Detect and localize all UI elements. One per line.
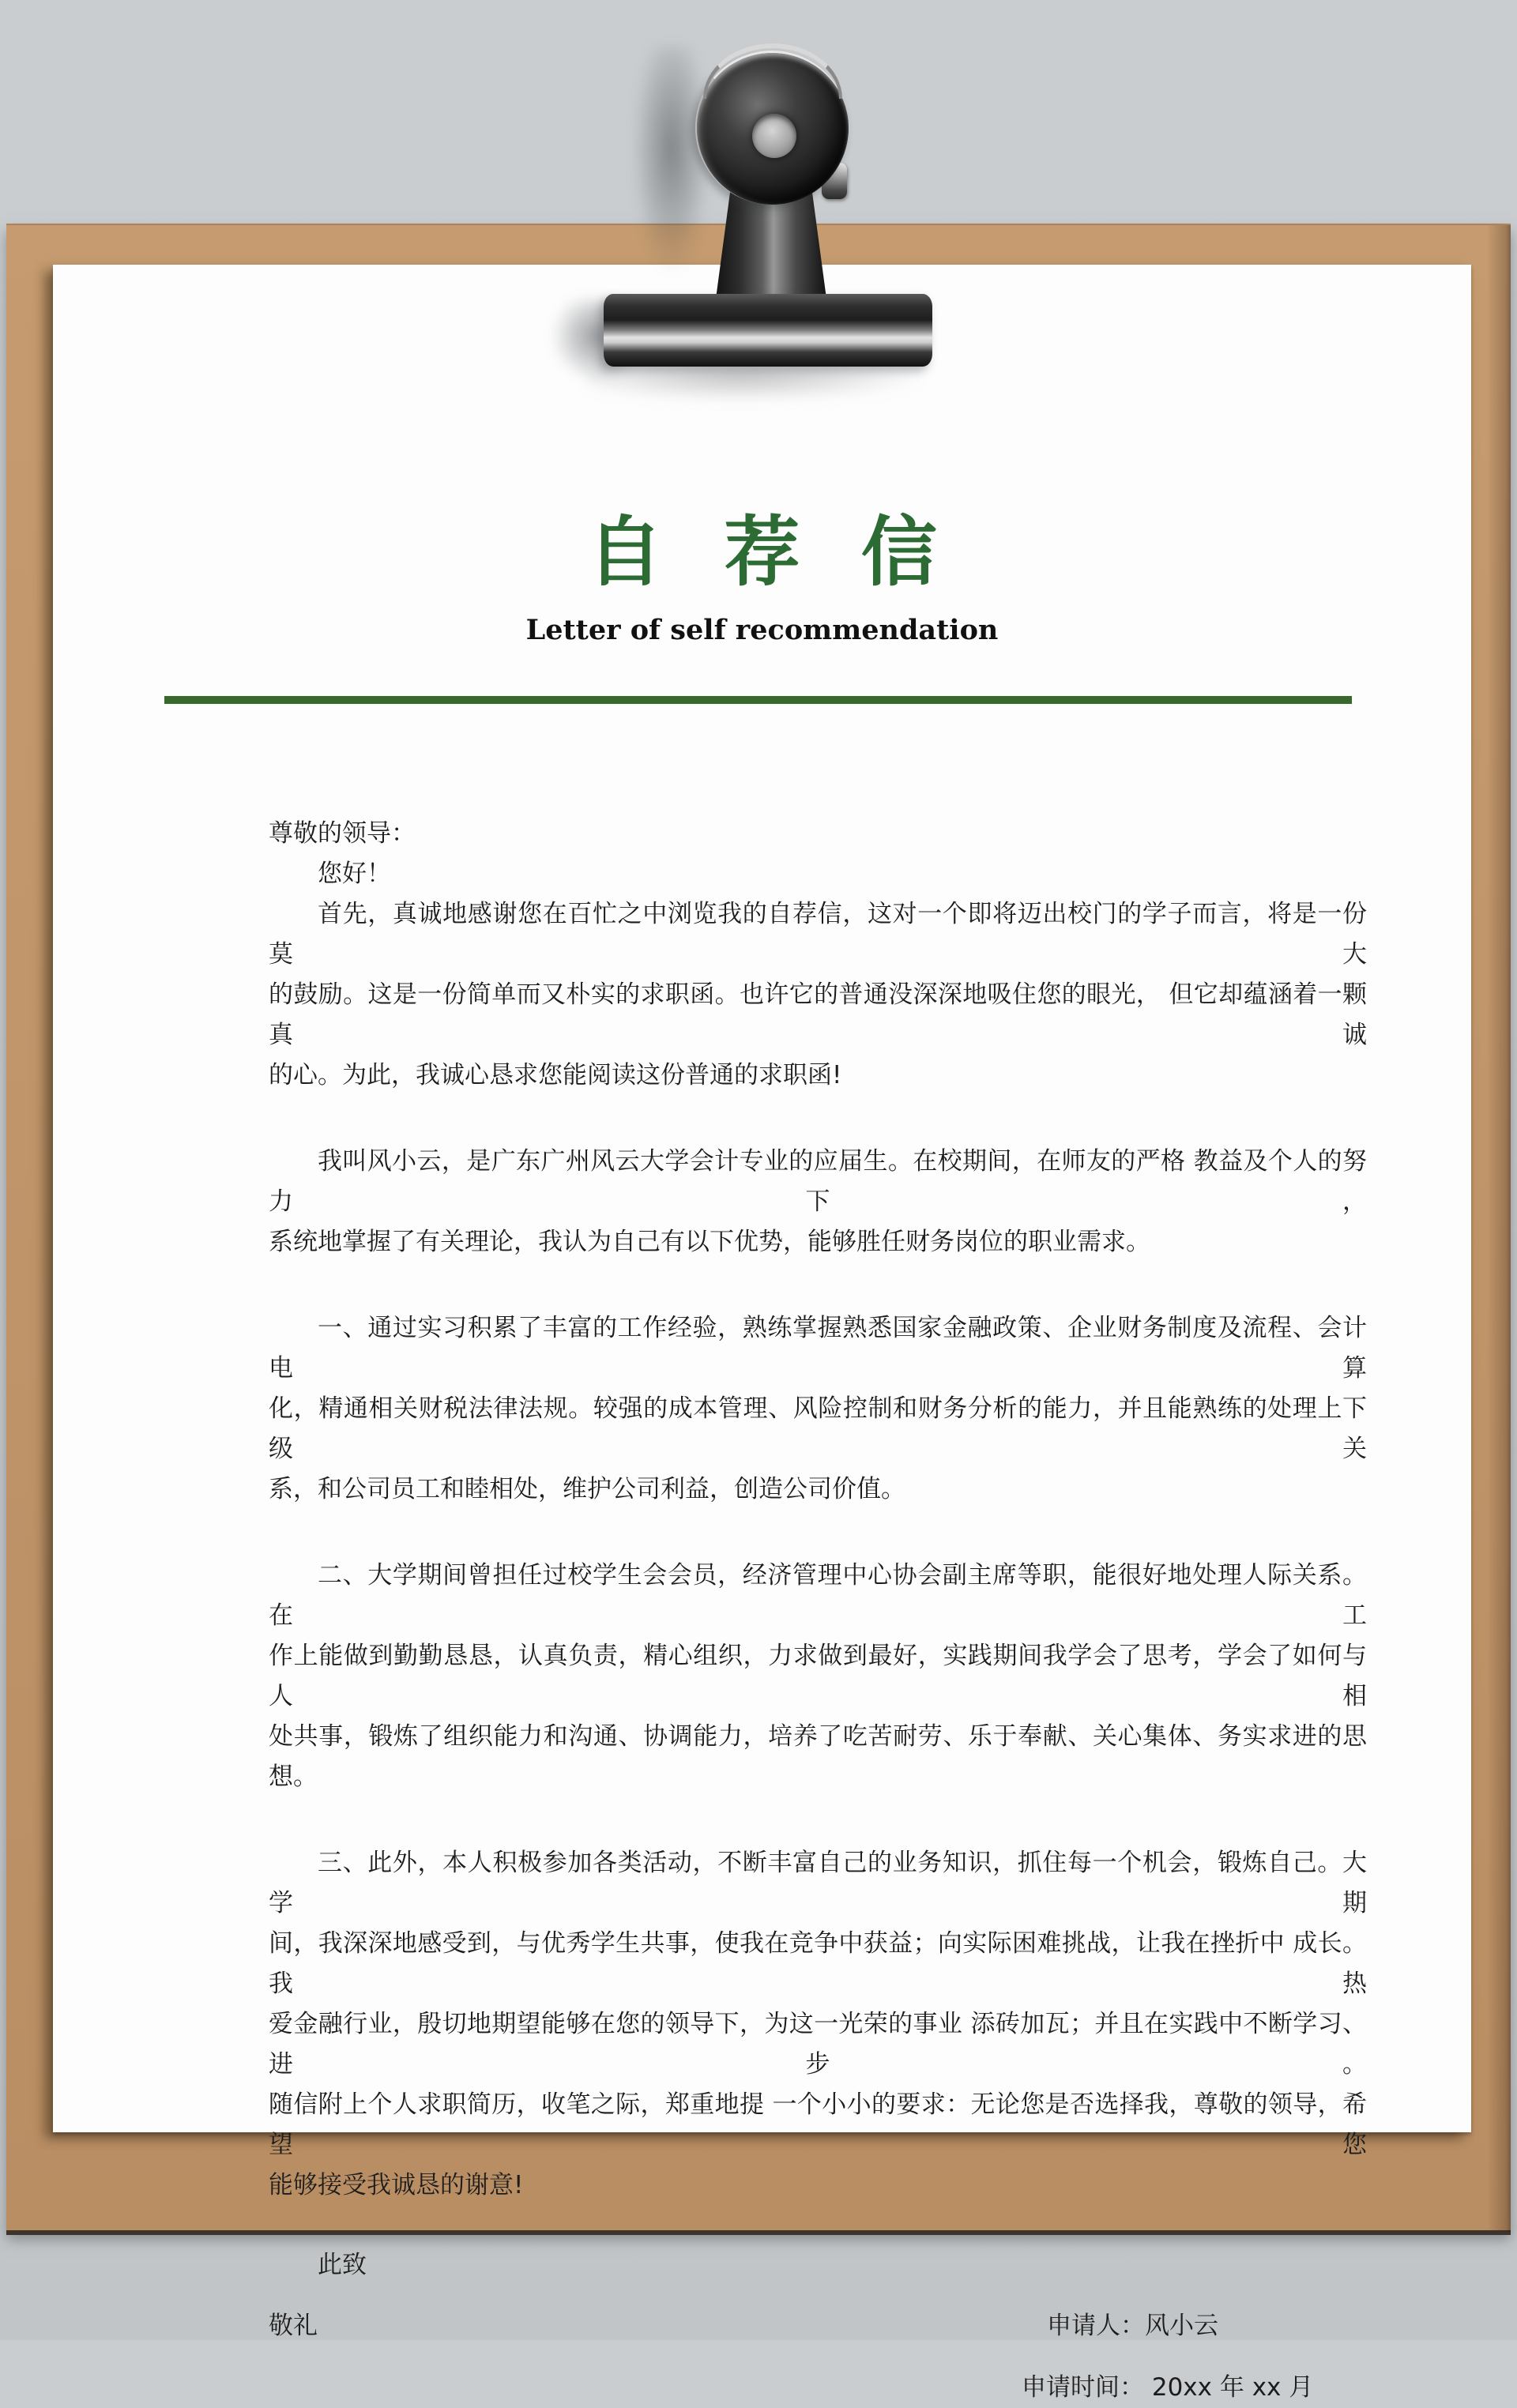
paragraph-point-3: [269, 1843, 1367, 2206]
closing-jingli: 敬礼: [269, 2312, 318, 2340]
clipboard-board: [6, 224, 1511, 2402]
text-line: 系，和公司员工和睦相处，维护公司利益，创造公司价值。: [269, 1475, 905, 1503]
text-line: 我叫风小云，是广东广州风云大学会计专业的应届生。在校期间，在师友的严格 教益及个人的努力下，: [269, 1147, 1367, 1216]
letter-paper: [53, 265, 1471, 2402]
application-date: 申请时间： 20xx 年 xx 月: [1022, 2373, 1314, 2402]
paragraph-self-intro: [269, 1142, 1367, 1262]
page-subtitle: Letter of self recommendation: [525, 614, 999, 646]
text-line: 系统地掌握了有关理论，我认为自己有以下优势，能够胜任财务岗位的职业需求。: [269, 1228, 1150, 1256]
paragraph-point-1: [269, 1308, 1367, 1510]
applicant-name: 申请人：风小云: [1047, 2312, 1218, 2340]
text-line: 首先，真诚地感谢您在百忙之中浏览我的自荐信，这对一个即将迈出校门的学子而言，将是一份莫大: [269, 900, 1367, 969]
closing-cizhi: 此致: [318, 2251, 367, 2279]
greeting-line: 您好！: [318, 860, 391, 888]
clip-knob-shadow: [632, 46, 711, 275]
text-line: 三、此外，本人积极参加各类活动，不断丰富自己的业务知识，抓住每一个机会，锻炼自己。大学期: [269, 1849, 1367, 1917]
text-line: 的心。为此，我诚心恳求您能阅读这份普通的求职函!: [269, 1061, 842, 1089]
text-line: 能够接受我诚恳的谢意!: [269, 2171, 524, 2199]
text-line: 二、大学期间曾担任过校学生会会员，经济管理中心协会副主席等职，能很好地处理人际关系。在工: [269, 1561, 1367, 1630]
letter-body: [269, 814, 1367, 2408]
text-line: 爱金融行业，殷切地期望能够在您的领导下，为这一光荣的事业 添砖加瓦；并且在实践中不断学习、进步。: [269, 2010, 1367, 2079]
salutation-line: 尊敬的领导：: [269, 819, 416, 848]
paragraph-point-2: [269, 1556, 1367, 1797]
clip-knob-hole: [752, 114, 796, 158]
title-divider-line: [164, 696, 1352, 704]
paragraph-intro: [269, 894, 1367, 1096]
date-row: [269, 2368, 1367, 2408]
text-line: 化，精通相关财税法律法规。较强的成本管理、风险控制和财务分析的能力，并且能熟练的处理上下级关: [269, 1394, 1367, 1463]
signature-row: [269, 2306, 1367, 2346]
text-line: 的鼓励。这是一份简单而又朴实的求职函。也许它的普通没深深地吸住您的眼光， 但它却蕴涵着一颗真诚: [269, 980, 1367, 1049]
text-line: 一、通过实习积累了丰富的工作经验，熟练掌握熟悉国家金融政策、企业财务制度及流程、会计电算: [269, 1314, 1367, 1383]
page-title: 自 荐 信: [587, 507, 954, 596]
text-line: 处共事，锻炼了组织能力和沟通、协调能力，培养了吃苦耐劳、乐于奉献、关心集体、务实求进的思想。: [269, 1722, 1367, 1791]
clip-bar: [604, 294, 932, 367]
clip-stem: [716, 191, 826, 299]
text-line: 作上能做到勤勤恳恳，认真负责，精心组织，力求做到最好，实践期间我学会了思考，学会了如何与人相: [269, 1642, 1367, 1710]
text-line: 间，我深深地感受到，与优秀学生共事，使我在竞争中获益；向实际困难挑战，让我在挫折中 成长。我热: [269, 1929, 1367, 1998]
clip-paper-shadow: [589, 363, 928, 401]
text-line: 随信附上个人求职简历，收笔之际，郑重地提 一个小小的要求：无论您是否选择我，尊敬的领导，希望您: [269, 2090, 1367, 2159]
